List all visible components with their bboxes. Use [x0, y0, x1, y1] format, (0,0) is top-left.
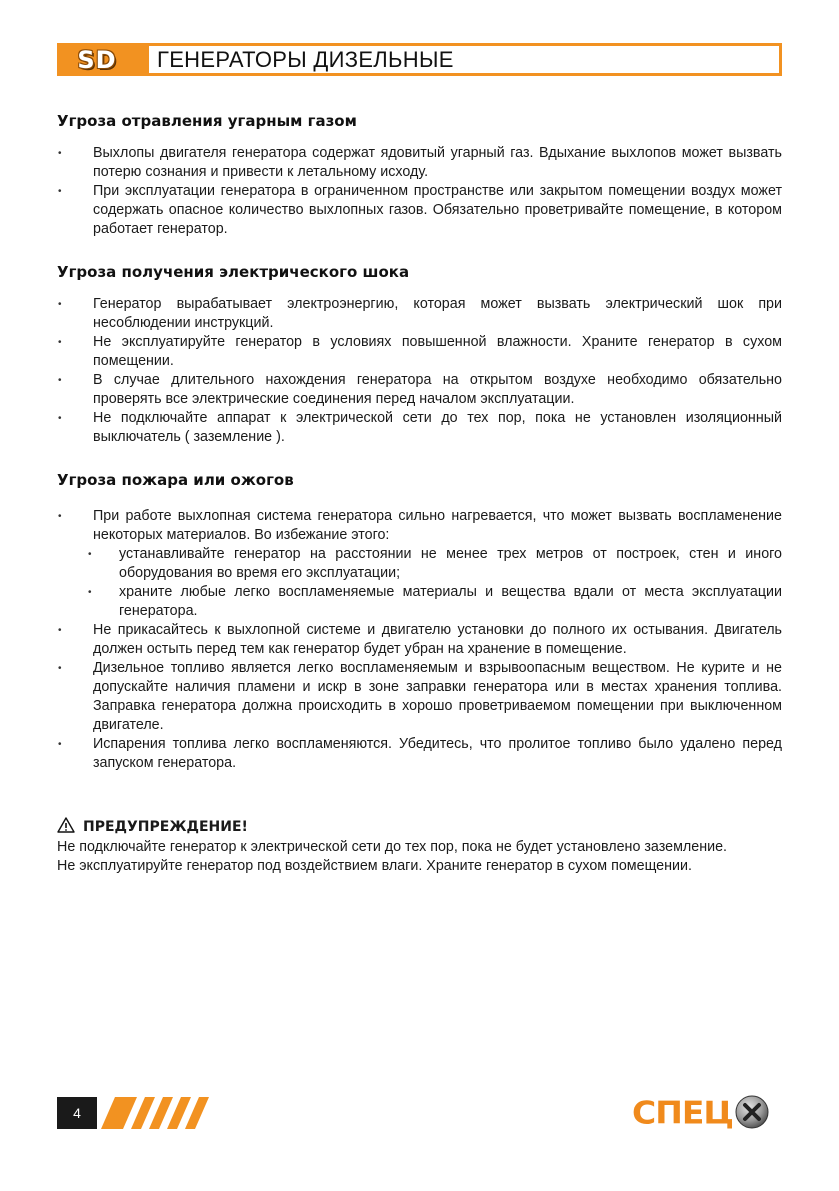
bullet-list	[57, 144, 782, 239]
list-item: • Дизельное топливо является легко воспламеняемым и взрывоопасным веществом. Не курите и не допускайте наличия пламени и искр в зоне заправки генератора или в местах хранения топлива. Заправка генератора должна происходить в хорошо проветриваемом помещении при выключенном двигателе.	[57, 659, 782, 735]
section-title: Угроза получения электрического шока	[57, 263, 410, 281]
warning-heading	[57, 817, 782, 837]
list-item-text: При работе выхлопная система генератора сильно нагревается, что может вызвать воспламенение некоторых материалов. Во избежание этого:	[93, 508, 782, 543]
warning-line: Не эксплуатируйте генератор под воздействием влаги. Храните генератор в сухом помещении.	[57, 858, 692, 874]
bullet-list	[57, 507, 782, 773]
list-item: • Выхлопы двигателя генератора содержат ядовитый угарный газ. Вдыхание выхлопов может вызвать потерю сознания и привести к летальному исходу.	[57, 144, 782, 182]
page-number: 4	[57, 1097, 97, 1129]
brand-logo	[632, 1094, 770, 1130]
section-electric-shock	[57, 263, 782, 447]
list-item: • Испарения топлива легко воспламеняются. Убедитесь, что пролитое топливо было удалено перед запуском генератора.	[57, 735, 782, 773]
section-title: Угроза отравления угарным газом	[57, 112, 357, 130]
stripes-decoration	[101, 1097, 215, 1129]
list-item	[57, 507, 782, 621]
sub-list-item: • устанавливайте генератор на расстоянии не менее трех метров от построек, стен и иного оборудования во время его эксплуатации;	[93, 545, 782, 583]
sub-list	[93, 545, 782, 621]
section-fire-burns	[57, 471, 782, 773]
section-title: Угроза пожара или ожогов	[57, 471, 294, 489]
list-item: • Не прикасайтесь к выхлопной системе и двигателю установки до полного их остывания. Двигатель должен остыть перед тем как генератор будет убран на хранение в помещение.	[57, 621, 782, 659]
screw-icon	[734, 1094, 770, 1130]
section-carbon-monoxide	[57, 112, 782, 239]
sd-logo: SD	[77, 45, 117, 74]
page-footer	[57, 1097, 215, 1129]
sub-list-item: • храните любые легко воспламеняемые материалы и вещества вдали от места эксплуатации генератора.	[93, 583, 782, 621]
page-header	[57, 43, 782, 76]
list-item: • При эксплуатации генератора в ограниченном пространстве или закрытом помещении воздух может содержать опасное количество выхлопных газов. Обязательно проветривайте помещение, в котором работает генератор.	[57, 182, 782, 239]
bullet-list	[57, 295, 782, 447]
warning-title: ПРЕДУПРЕЖДЕНИЕ!	[83, 819, 248, 835]
warning-triangle-icon	[57, 817, 75, 837]
list-item: • Генератор вырабатывает электроэнергию, которая может вызвать электрический шок при несоблюдении инструкций.	[57, 295, 782, 333]
brand-text: СПЕЦ	[632, 1093, 733, 1131]
list-item: • Не эксплуатируйте генератор в условиях повышенной влажности. Храните генератор в сухом помещении.	[57, 333, 782, 371]
list-item: • Не подключайте аппарат к электрической сети до тех пор, пока не установлен изоляционный выключатель ( заземление ).	[57, 409, 782, 447]
warning-line: Не подключайте генератор к электрической сети до тех пор, пока не будет установлено заземление.	[57, 839, 727, 855]
list-item: • В случае длительного нахождения генератора на открытом воздухе необходимо обязательно проверять все электрические соединения перед началом эксплуатации.	[57, 371, 782, 409]
document-body	[57, 112, 782, 876]
warning-block	[57, 817, 782, 876]
header-title: ГЕНЕРАТОРЫ ДИЗЕЛЬНЫЕ	[149, 46, 779, 73]
